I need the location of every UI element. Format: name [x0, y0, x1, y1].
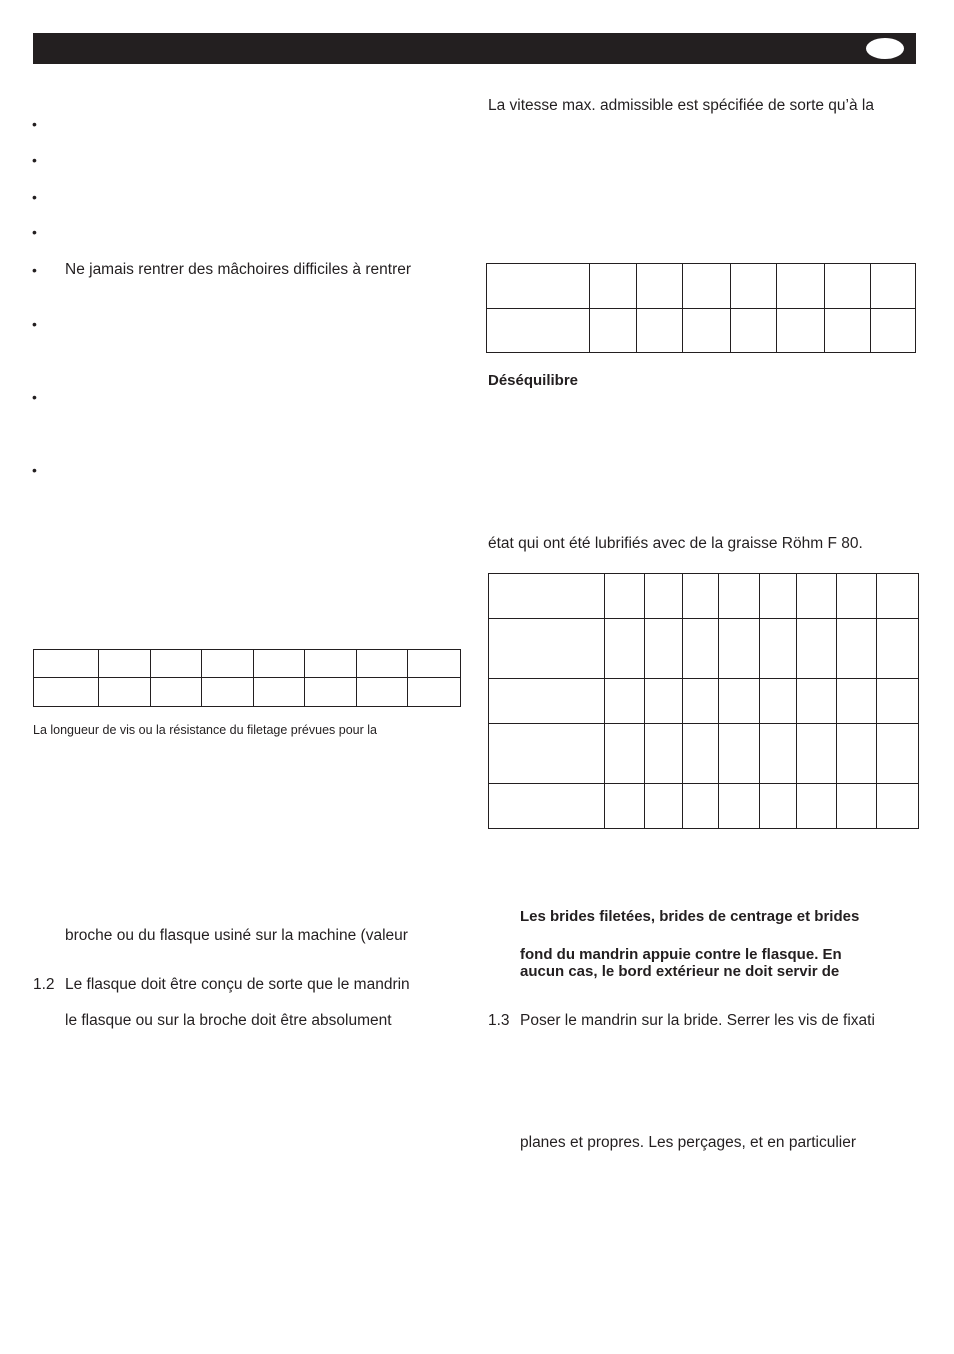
table-note: La longueur de vis ou la résistance du filetage prévues pour la: [33, 723, 377, 737]
left-table: [33, 649, 461, 707]
section-1-2-number: 1.2: [33, 976, 55, 993]
bullet-2: •: [32, 152, 37, 168]
section-1-3-line-2: planes et propres. Les perçages, et en particulier: [520, 1134, 857, 1151]
bullet-3: •: [32, 189, 37, 205]
grease-table: [488, 573, 919, 829]
bullet-5: •: [32, 262, 37, 278]
bullet-8: •: [32, 462, 37, 478]
page-header-bar: [33, 33, 916, 64]
jaws-warning-text: Ne jamais rentrer des mâchoires difficiles à rentrer: [65, 261, 412, 278]
grease-text: état qui ont été lubrifiés avec de la graisse Röhm F 80.: [488, 535, 863, 552]
bullet-6: •: [32, 316, 37, 332]
bullet-1: •: [32, 116, 37, 132]
section-1-3-line-1: Poser le mandrin sur la bride. Serrer les vis de fixati: [520, 1012, 875, 1029]
language-badge: [866, 38, 904, 59]
bullet-7: •: [32, 389, 37, 405]
section-1-2-line-1: Le flasque doit être conçu de sorte que le mandrin: [65, 976, 410, 993]
warning-line-3: aucun cas, le bord extérieur ne doit servir de: [520, 963, 840, 980]
section-1-3-number: 1.3: [488, 1012, 510, 1029]
speed-table: [486, 263, 916, 353]
bullet-4: •: [32, 224, 37, 240]
flange-paragraph-line: broche ou du flasque usiné sur la machine (valeur: [65, 927, 408, 944]
section-1-2-line-2: le flasque ou sur la broche doit être absolument: [65, 1012, 392, 1029]
speed-text: La vitesse max. admissible est spécifiée de sorte qu’à la: [488, 97, 874, 114]
warning-line-2: fond du mandrin appuie contre le flasque. En: [520, 946, 842, 963]
warning-line-1: Les brides filetées, brides de centrage et brides: [520, 908, 860, 925]
imbalance-heading: Déséquilibre: [488, 372, 579, 389]
